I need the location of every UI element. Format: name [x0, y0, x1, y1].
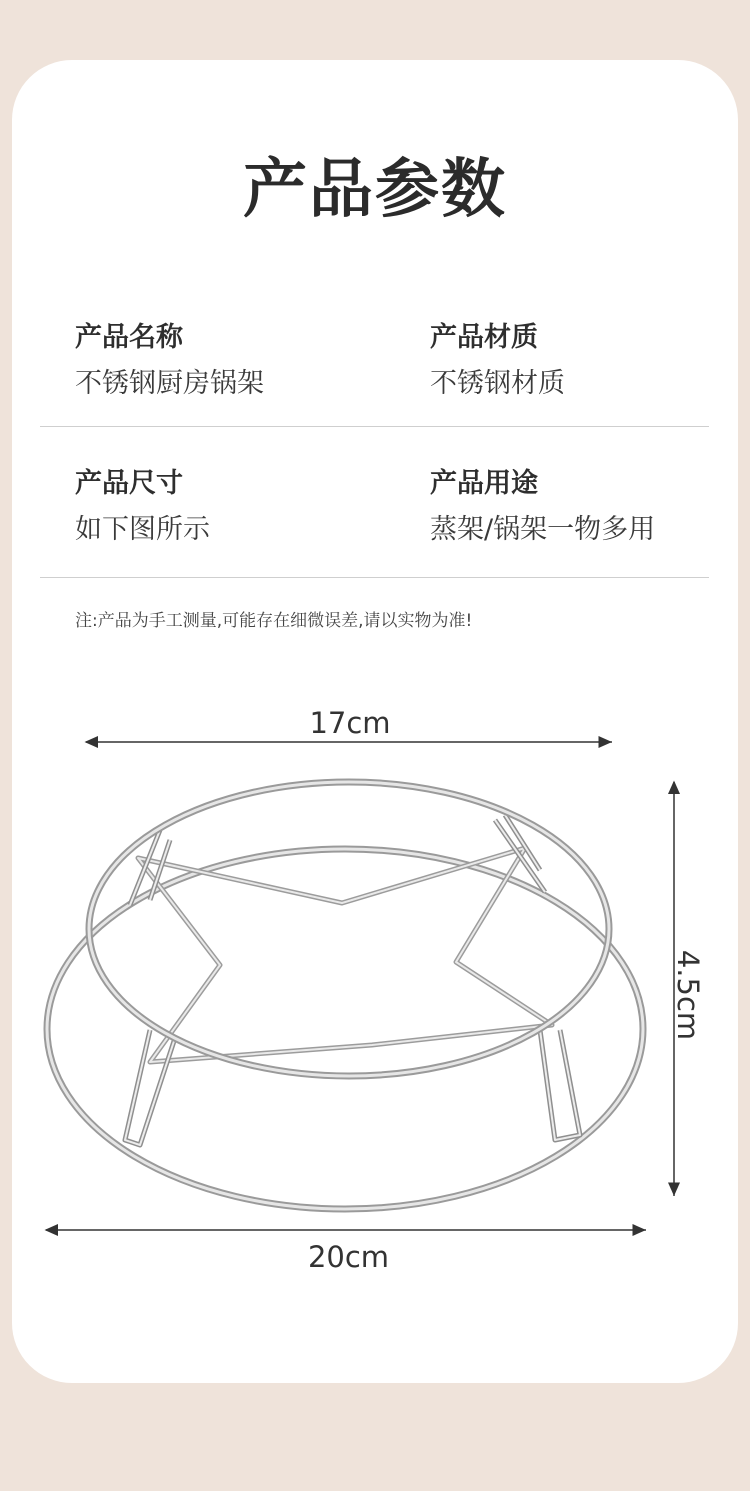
spec-value: 蒸架/锅架一物多用 [430, 514, 656, 545]
measurement-note: 注:产品为手工测量,可能存在细微误差,请以实物为准! [75, 611, 473, 631]
spec-value: 不锈钢材质 [430, 368, 565, 399]
spec-label: 产品用途 [430, 468, 538, 499]
page-title: 产品参数 [243, 153, 507, 227]
spec-value: 如下图所示 [75, 514, 210, 545]
spec-value: 不锈钢厨房锅架 [75, 368, 264, 399]
bottom-width-label: 20cm [307, 1240, 390, 1274]
rack-wireframe [47, 782, 643, 1209]
height-label: 4.5cm [671, 949, 705, 1041]
spec-label: 产品尺寸 [75, 468, 183, 499]
spec-label: 产品材质 [430, 322, 538, 353]
spec-label: 产品名称 [75, 322, 183, 353]
top-width-label: 17cm [309, 706, 391, 740]
